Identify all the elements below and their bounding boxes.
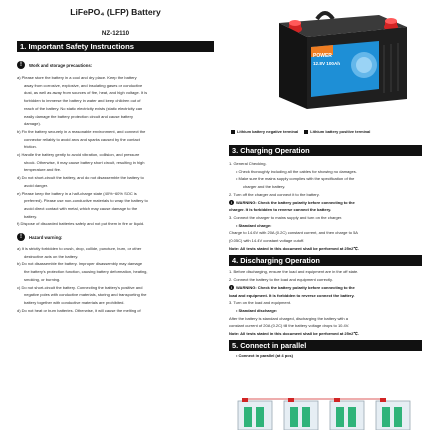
hazard-subheading bbox=[17, 233, 214, 241]
text-line: c) Handle the battery gently to avoid vibration, collision, and pressure bbox=[17, 152, 140, 158]
text-line: a) It is strictly forbidden to crush, drop, collide, puncture, burn, or other bbox=[17, 246, 142, 252]
text-line: battery. bbox=[24, 213, 38, 219]
text-line: • Make sure the mains supply complies with the specification of the bbox=[229, 175, 422, 183]
battery-unit-2 bbox=[284, 398, 318, 430]
text-line: 3. Turn on the load and equipment. bbox=[229, 300, 292, 306]
work-storage-list bbox=[17, 74, 214, 228]
text-line: load and equipment. It is forbidden to reverse connect the battery. bbox=[229, 292, 355, 298]
battery-product-image bbox=[229, 5, 422, 117]
positive-terminal-label: Lithium battery positive terminal bbox=[310, 129, 371, 134]
parallel-batteries-illustration bbox=[232, 397, 422, 430]
text-line: 1. Before discharging, ensure the load and equipment are in the off state. bbox=[229, 269, 359, 275]
text-line: destructive acts on the battery. bbox=[24, 253, 79, 259]
text-line: 3. Connect the charger to mains supply and turn on the charger. bbox=[229, 214, 343, 220]
hazard-list bbox=[17, 245, 214, 314]
label-model: 12.8V 100Ah bbox=[313, 61, 341, 66]
text-line: negative poles with conductive materials, storing and transporting the bbox=[24, 292, 147, 298]
text-line: • Standard discharge: bbox=[229, 307, 422, 315]
text-line: c) Do not short-circuit the battery. Connecting the battery's positive and bbox=[17, 284, 143, 290]
warning-icon: ! bbox=[230, 284, 233, 290]
text-line: a) Please store the battery in a cool and dry place. Keep the battery bbox=[17, 75, 137, 80]
section-heading-discharging: 4. Discharging Operation bbox=[229, 255, 422, 266]
text-line: the battery's protection function, causing battery deformation, heating, bbox=[24, 269, 148, 275]
text-line: reach of the battery. No static electricity exists (static electricity can bbox=[24, 105, 143, 111]
discharging-content bbox=[229, 268, 422, 337]
text-line: Note: All tests stated in this document shall be performed at 25±2℃. bbox=[229, 245, 359, 251]
label-brand: POWER bbox=[313, 53, 332, 59]
work-storage-subheading bbox=[17, 61, 214, 69]
text-line: After the battery is standard charged, discharging the battery with a bbox=[229, 315, 348, 321]
section-heading-parallel: 5. Connect in parallel bbox=[229, 340, 422, 351]
text-line: (0.05C) with 14.4V constant voltage cutoff. bbox=[229, 238, 305, 244]
section-heading-safety: 1. Important Safety Instructions bbox=[17, 41, 214, 52]
text-line: friction. bbox=[24, 144, 37, 150]
text-line: preferred). Please use non-conductive materials to wrap the battery to bbox=[24, 198, 148, 204]
text-line: e) Please keep the battery in a half-charge state (40%~60% SOC is bbox=[17, 190, 137, 196]
warning-text: WARNING: Check the battery polarity before connecting to the bbox=[236, 284, 355, 290]
hazard-label: Hazard warning: bbox=[29, 234, 63, 240]
text-line: charger and the battery. bbox=[243, 184, 286, 190]
warning-line bbox=[229, 284, 422, 292]
right-column bbox=[229, 145, 422, 359]
battery-side bbox=[279, 23, 307, 109]
model-number: NZ-12110 bbox=[101, 30, 130, 37]
battery-unit-1 bbox=[238, 398, 272, 430]
text-line: d) Do not short-circuit the battery, and do not disassemble the battery to bbox=[17, 175, 144, 181]
terminal-legend bbox=[231, 129, 424, 134]
text-line: b) Fix the battery securely in a reasonable environment, and connect the bbox=[17, 128, 146, 134]
text-line: avoid direct contact with metal, which may cause damage to the bbox=[24, 205, 138, 211]
text-line: battery together with conductive materials are prohibited. bbox=[24, 299, 125, 305]
left-column bbox=[17, 0, 214, 314]
negative-terminal-label: Lithium battery negative terminal bbox=[237, 129, 299, 134]
warning-line bbox=[229, 199, 422, 207]
warning-icon: ! bbox=[230, 199, 233, 205]
warning-text: WARNING: Check the battery polarity before connecting to the bbox=[236, 199, 355, 205]
warning-icon: ! bbox=[17, 233, 25, 241]
battery-unit-3 bbox=[330, 398, 364, 430]
charging-content bbox=[229, 160, 422, 252]
text-line: shock. Otherwise, it may cause battery short circuit, resulting in high bbox=[24, 159, 145, 165]
text-line: avoid danger. bbox=[24, 182, 49, 188]
text-line: constant current of 20A (0.2C) till the battery voltage drops to 10.4V. bbox=[229, 323, 350, 329]
text-line: connector reliably to avoid arcs and sparks caused by the contact bbox=[24, 136, 140, 142]
text-line: b) Do not disassemble the battery. Improper disassembly may damage bbox=[17, 261, 143, 267]
text-line: • Check thoroughly including all the cables for showing no damages. bbox=[229, 168, 422, 176]
parallel-connection-diagram bbox=[232, 397, 422, 430]
parallel-subheading: • Connect in parallel (at 4 pcs) bbox=[229, 352, 422, 360]
text-line: 1. General Checking. bbox=[229, 161, 267, 166]
text-line: away from corrosive, explosive, and insulating gases or conductive bbox=[24, 82, 143, 88]
text-line: easily damage the battery protection circuit and cause battery bbox=[24, 113, 133, 119]
text-line: forbidden to immerse the battery in water and keep children out of bbox=[24, 98, 141, 104]
positive-terminal-item bbox=[304, 129, 370, 134]
text-line: • Standard charge: bbox=[229, 222, 422, 230]
text-line: smoking, or burning. bbox=[24, 276, 61, 282]
negative-terminal-icon bbox=[231, 130, 235, 134]
text-line: damage). bbox=[24, 121, 41, 127]
positive-terminal-icon bbox=[304, 130, 308, 134]
section-heading-charging: 3. Charging Operation bbox=[229, 145, 422, 156]
text-line: 2. Turn off the charger and connect it to the battery. bbox=[229, 191, 320, 197]
text-line: charger. It is forbidden to reverse connect the battery. bbox=[229, 207, 332, 213]
negative-terminal-item bbox=[231, 129, 298, 134]
text-line: d) Do not heat or burn batteries. Otherwise, it will cause the melting of bbox=[17, 307, 141, 313]
text-line: 2. Connect the battery to the load and equipment correctly. bbox=[229, 277, 333, 283]
text-line: Note: All tests stated in this document shall be performed at 25±2℃. bbox=[229, 331, 359, 337]
document-title: LiFePO₄ (LFP) Battery bbox=[70, 7, 161, 17]
work-storage-label: Work and storage precautions: bbox=[29, 62, 93, 68]
text-line: f) Dispose of discarded batteries safely and not put them in fire or liquid. bbox=[17, 221, 145, 227]
text-line: temperature and fire. bbox=[24, 167, 62, 173]
text-line: dust, as well as away from sources of fire, heat, and high voltage. It is bbox=[24, 90, 148, 96]
battery-handle bbox=[317, 13, 333, 19]
battery-unit-4 bbox=[376, 398, 410, 430]
text-line: Charge to 14.6V with 20A (0.2C) constant current, and then charge to 5A bbox=[229, 230, 358, 236]
warning-icon: ! bbox=[17, 61, 25, 69]
